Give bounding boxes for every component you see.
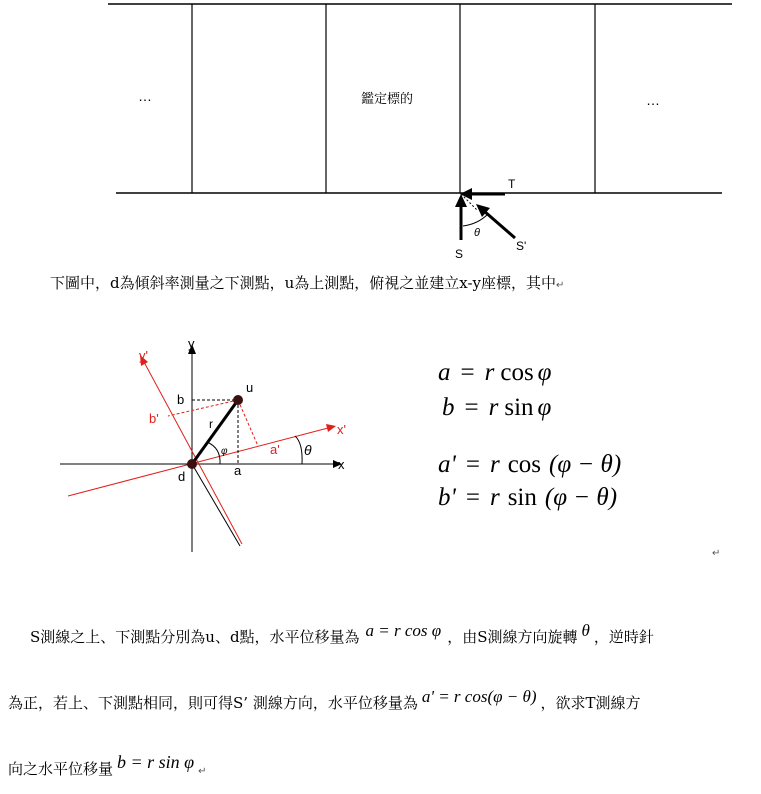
equation-a: a = r cos φ	[438, 359, 552, 386]
paragraph-line-2	[8, 687, 641, 713]
label-t: T	[508, 177, 516, 191]
label-y-prime: y'	[139, 348, 148, 363]
line2-text-a: 為正，若上、下測點相同，則可得S’ 測線方向，水平位移量為	[8, 694, 418, 712]
eq2-lhs: b	[442, 394, 455, 421]
s-prime-arrow-line	[484, 211, 515, 238]
equations-block	[430, 350, 730, 520]
line3-math: b = r sin φ	[117, 752, 195, 772]
equation-a-prime: a' = r cos (φ − θ)	[438, 451, 622, 478]
label-s: S	[455, 247, 464, 261]
label-x-prime: x'	[337, 422, 346, 437]
phi-arc	[207, 442, 220, 464]
label-phi: φ	[221, 446, 228, 457]
label-a: a	[234, 463, 242, 478]
right-dots: …	[646, 92, 660, 108]
eq3-arg: (φ − θ)	[549, 451, 622, 478]
label-d: d	[178, 469, 186, 484]
return-mark: ↵	[556, 280, 565, 291]
eq1-lhs: a	[438, 359, 451, 386]
black-diagonal	[192, 464, 240, 546]
label-b: b	[177, 392, 185, 407]
line1-theta: θ	[581, 621, 590, 640]
eq4-func: sin	[507, 484, 537, 511]
target-label: 鑑定標的	[361, 92, 414, 107]
label-r: r	[209, 417, 213, 431]
eq1-r: r	[484, 359, 495, 386]
eq2-r: r	[488, 394, 499, 421]
eq3-func: cos	[507, 451, 542, 478]
eq3-r: r	[489, 451, 500, 478]
label-x: x	[338, 457, 345, 472]
x-prime-axis-arrow	[326, 424, 336, 432]
return-mark-end: ↵	[198, 766, 207, 777]
line2-math: a' = r cos(φ − θ)	[421, 687, 537, 706]
point-d	[187, 459, 197, 469]
label-a-prime: a'	[270, 442, 280, 457]
left-dots: …	[138, 88, 152, 104]
equation-b: b = r sin φ	[442, 394, 552, 421]
line1-text-b: ，由S測線方向旋轉	[447, 628, 578, 646]
line1-text-c: ，逆時針	[593, 628, 654, 646]
paragraph-line-1	[30, 621, 654, 647]
line2-text-b: ，欲求T測線方	[540, 694, 641, 712]
dash-a-prime	[238, 400, 258, 446]
intro-line	[50, 272, 564, 293]
label-y: y	[188, 336, 195, 351]
eq3-lhs: a'	[438, 451, 456, 478]
label-s-prime: S'	[516, 239, 527, 253]
label-b-prime: b'	[149, 411, 159, 426]
eq4-arg: (φ − θ)	[544, 484, 618, 511]
label-theta-axes: θ	[304, 442, 312, 458]
equation-b-prime: b' = r sin (φ − θ)	[438, 484, 618, 511]
intro-text: 下圖中，d為傾斜率測量之下測點，u為上測點，俯視之並建立x-y座標，其中	[50, 274, 557, 292]
r-vector	[192, 400, 238, 464]
theta-arc	[463, 214, 488, 226]
eq1-arg: φ	[537, 359, 552, 386]
eq4-r: r	[489, 484, 500, 511]
line3-text-a: 向之水平位移量	[8, 760, 114, 778]
eq2-func: sin	[504, 394, 534, 421]
axes-diagram	[40, 330, 370, 560]
point-u	[233, 395, 243, 405]
eq2-arg: φ	[537, 394, 552, 421]
eq4-lhs: b'	[438, 484, 456, 511]
theta-arc-axes	[295, 436, 302, 464]
label-u: u	[246, 380, 254, 395]
top-diagram	[0, 0, 761, 270]
return-mark-equations: ↵	[712, 548, 721, 559]
eq1-func: cos	[500, 359, 534, 386]
label-theta-top: θ	[474, 227, 480, 239]
line1-text-a: S測線之上、下測點分別為u、d點，水平位移量為	[30, 628, 360, 646]
line1-math: a = r cos φ	[365, 621, 442, 640]
paragraph-line-3	[8, 752, 207, 779]
